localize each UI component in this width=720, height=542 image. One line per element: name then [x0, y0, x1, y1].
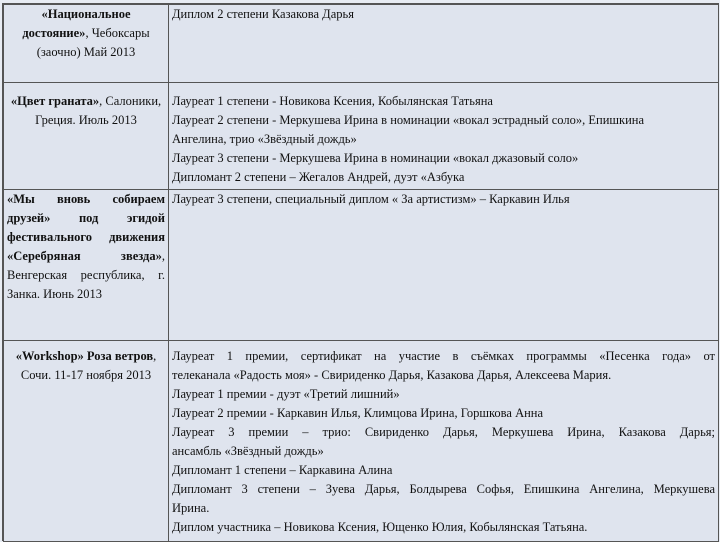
table-row	[4, 83, 719, 190]
award-line: Лауреат 2 премии - Каркавин Илья, Климцова Ирина, Горшкова Анна	[172, 406, 544, 420]
event-place: , Чебоксары (заочно) Май 2013	[36, 26, 150, 59]
event-place: , Салоники, Греция. Июль 2013	[35, 94, 162, 127]
award-line: Лауреат 1 премии - дуэт «Третий лишний»	[172, 387, 400, 401]
award-line: Дипломант 3 степени – Зуева Дарья, Болдырева Софья, Епишкина Ангелина, Меркушева	[172, 482, 715, 496]
awards-cell	[169, 190, 719, 341]
event-place: , Сочи. 11-17 ноября 2013	[20, 349, 157, 382]
table-row	[4, 5, 719, 83]
award-line: ансамбль «Звёздный дождь»	[172, 444, 324, 458]
awards-table-page	[2, 3, 719, 541]
award-line: Лауреат 2 степени - Меркушева Ирина в номинации «вокал эстрадный соло», Епишкина	[172, 113, 645, 127]
event-cell	[4, 341, 169, 542]
awards-cell	[169, 83, 719, 190]
award-line: Дипломант 2 степени – Жегалов Андрей, дуэт «Азбука	[172, 170, 465, 184]
event-title: «Национальное достояние»	[22, 7, 131, 40]
award-line: Лауреат 3 степени - Меркушева Ирина в номинации «вокал джазовый соло»	[172, 151, 579, 165]
award-line: Дипломант 1 степени – Каркавина Алина	[172, 463, 393, 477]
event-title: «Workshop» Роза ветров	[15, 349, 154, 363]
award-line: Лауреат 3 премии – трио: Свириденко Дарья, Меркушева Ирина, Казакова Дарья;	[172, 425, 715, 439]
award-line: Лауреат 1 степени - Новикова Ксения, Кобылянская Татьяна	[172, 94, 493, 108]
table-row	[4, 341, 719, 542]
award-line: Ангелина, трио «Звёздный дождь»	[172, 132, 357, 146]
award-line: Диплом 2 степени Казакова Дарья	[172, 7, 354, 21]
event-title: «Мы вновь собираем друзей» под эгидой фестивального движения «Серебряная звезда»	[7, 192, 165, 263]
event-cell	[4, 83, 169, 190]
event-cell	[4, 190, 169, 341]
award-line: Ирина.	[172, 501, 210, 515]
awards-cell	[169, 5, 719, 83]
awards-cell	[169, 341, 719, 542]
event-place: , Венгерская республика, г. Занка. Июнь 2013	[7, 249, 165, 301]
awards-table	[3, 4, 719, 542]
event-cell	[4, 5, 169, 83]
award-line: Лауреат 3 степени, специальный диплом « За артистизм» – Каркавин Илья	[172, 192, 570, 206]
event-title: «Цвет граната»	[10, 94, 100, 108]
award-line: телеканала «Радость моя» - Свириденко Дарья, Казакова Дарья, Алексеева Мария.	[172, 368, 612, 382]
award-line: Лауреат 1 премии, сертификат на участие в съёмках программы «Песенка года» от	[172, 349, 715, 363]
table-row	[4, 190, 719, 341]
award-line: Диплом участника – Новикова Ксения, Ющенко Юлия, Кобылянская Татьяна.	[172, 520, 588, 534]
